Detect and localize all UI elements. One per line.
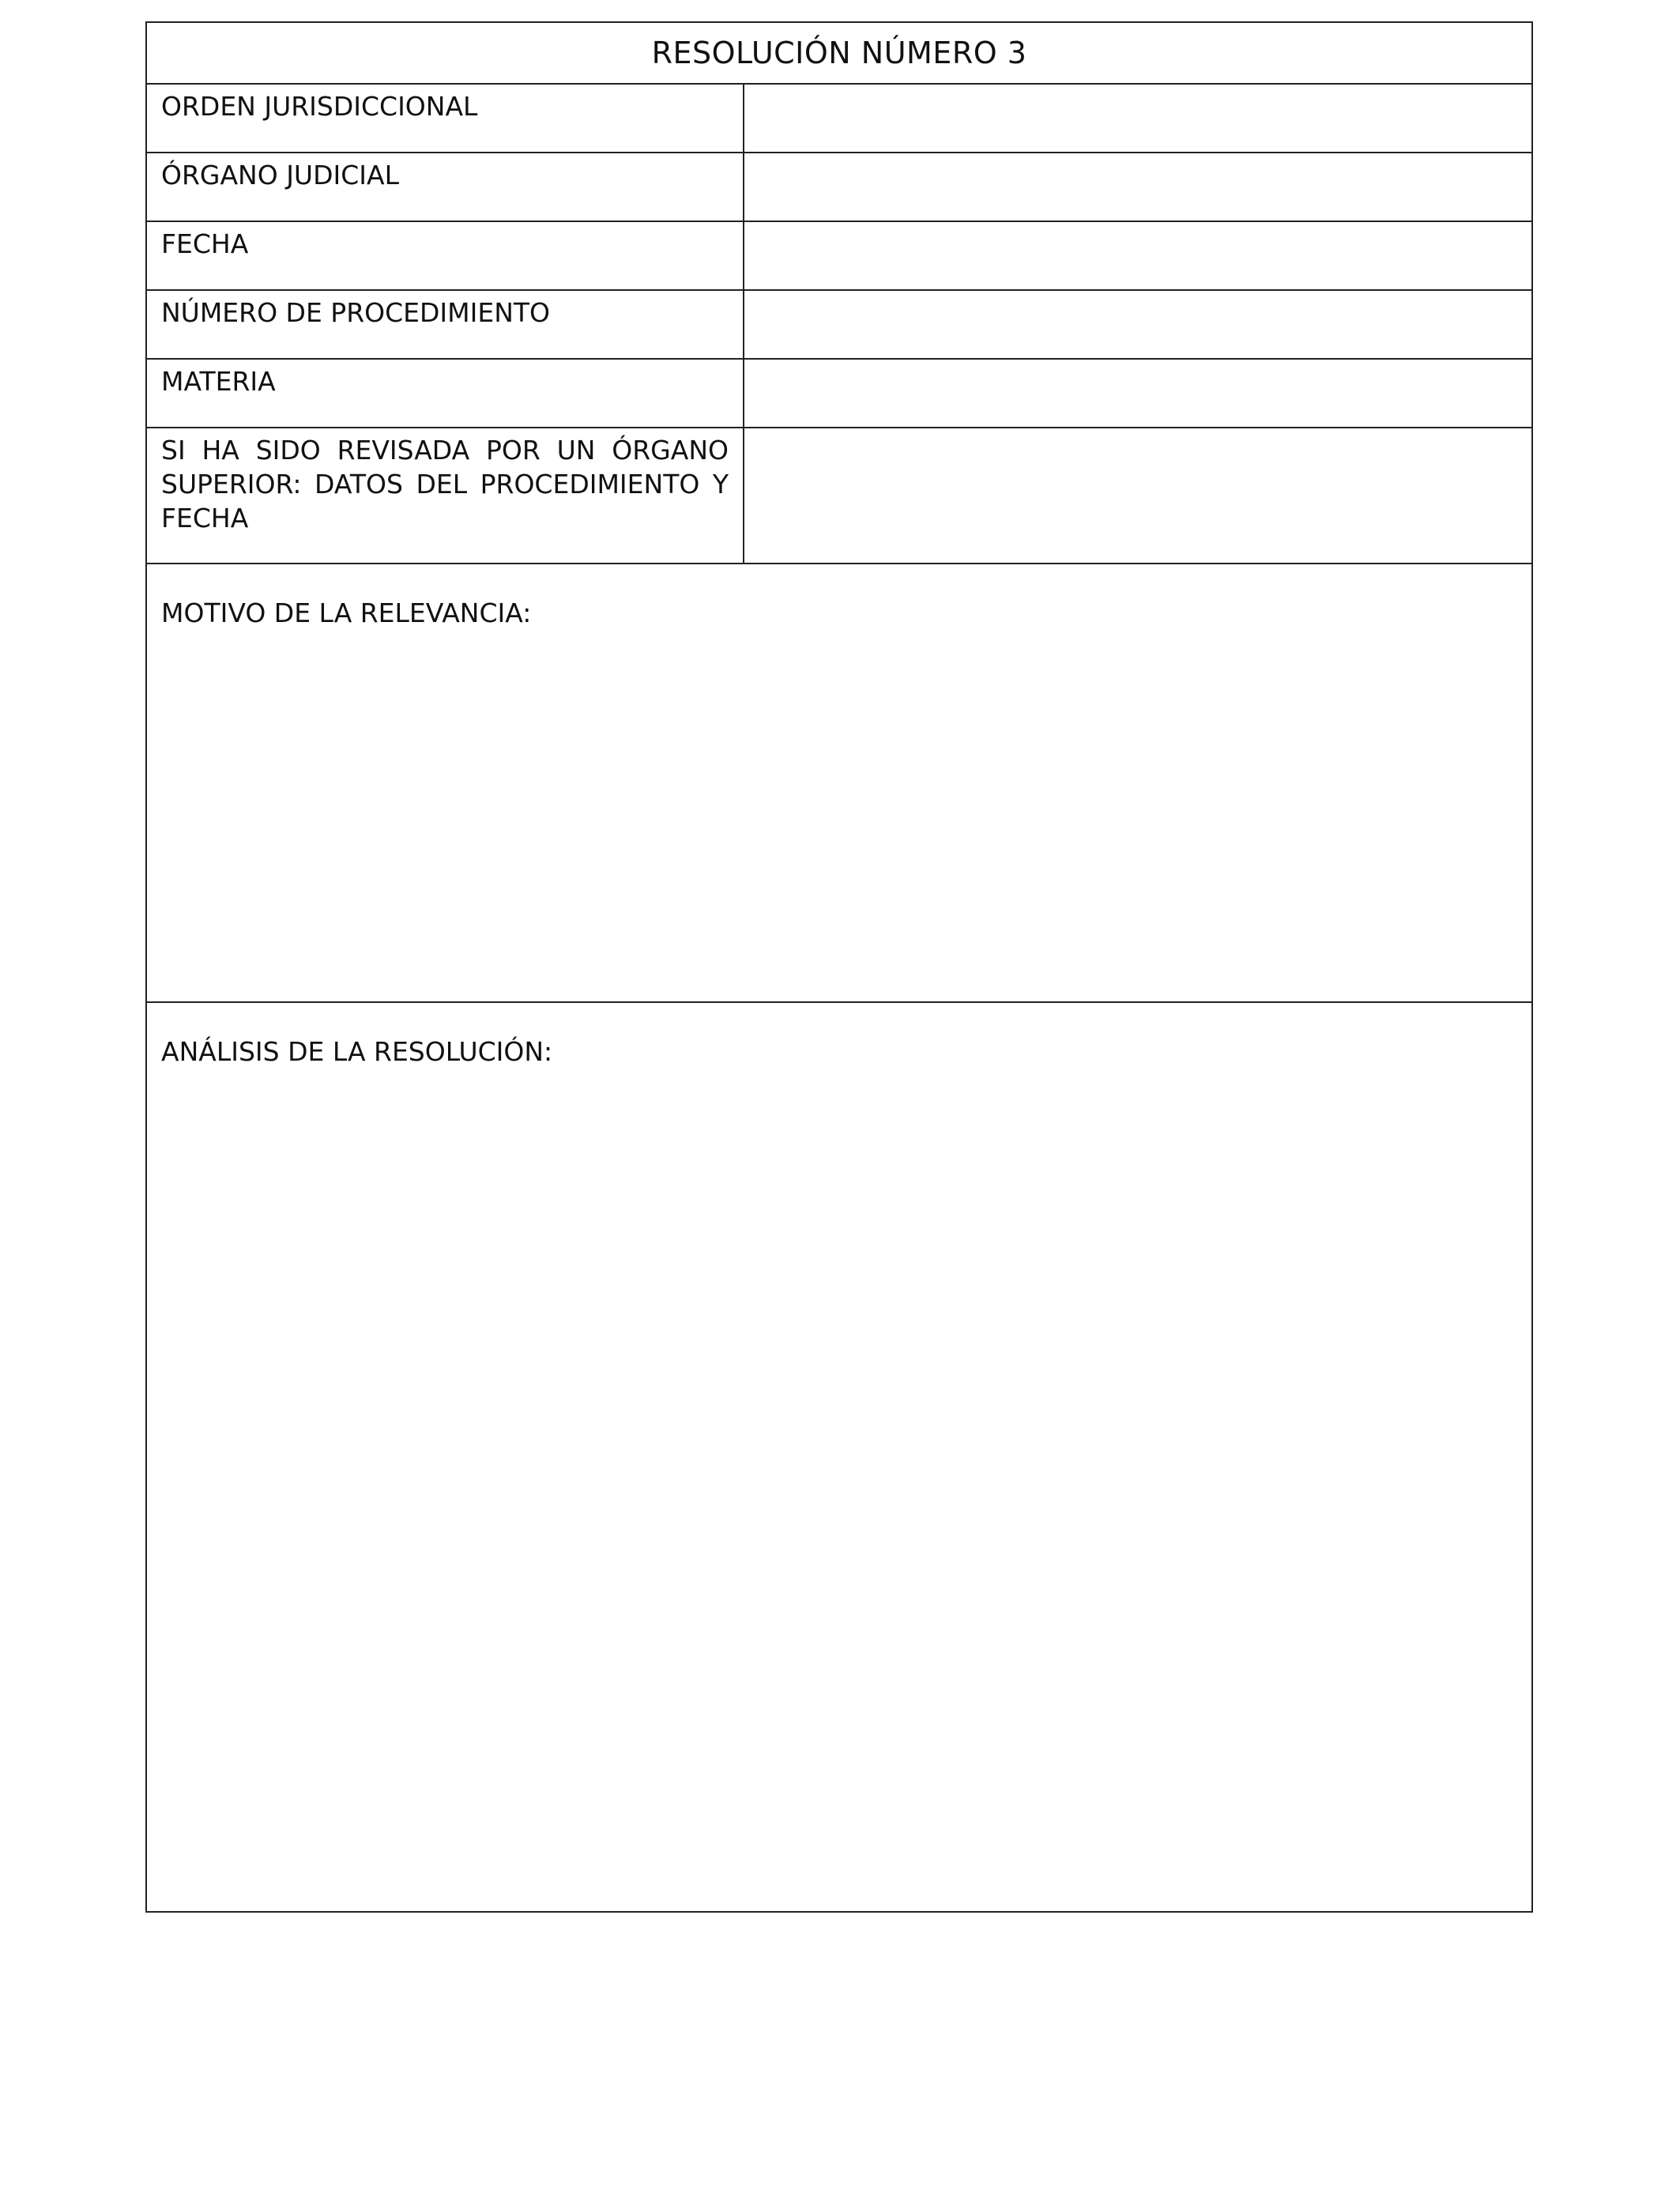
- field-row-fecha: [147, 222, 1531, 291]
- field-row-organo-judicial: [147, 153, 1531, 222]
- section-motivo-relevancia[interactable]: [147, 564, 1531, 1003]
- field-value-numero-procedimiento[interactable]: [744, 291, 1531, 358]
- resolution-form: [145, 21, 1533, 1913]
- field-label-materia: MATERIA: [147, 360, 744, 427]
- field-value-fecha[interactable]: [744, 222, 1531, 289]
- field-label-numero-procedimiento: NÚMERO DE PROCEDIMIENTO: [147, 291, 744, 358]
- field-value-materia[interactable]: [744, 360, 1531, 427]
- form-title: RESOLUCIÓN NÚMERO 3: [147, 23, 1531, 85]
- field-value-orden-jurisdiccional[interactable]: [744, 85, 1531, 152]
- section-label-analisis-resolucion: ANÁLISIS DE LA RESOLUCIÓN:: [161, 1036, 553, 1067]
- field-value-revision-superior[interactable]: [744, 428, 1531, 563]
- field-row-revision-superior: [147, 428, 1531, 564]
- field-label-orden-jurisdiccional: ORDEN JURISDICCIONAL: [147, 85, 744, 152]
- field-row-numero-procedimiento: [147, 291, 1531, 360]
- section-label-motivo-relevancia: MOTIVO DE LA RELEVANCIA:: [161, 598, 532, 628]
- field-value-organo-judicial[interactable]: [744, 153, 1531, 221]
- field-row-orden-jurisdiccional: [147, 85, 1531, 153]
- field-row-materia: [147, 360, 1531, 428]
- section-analisis-resolucion[interactable]: [147, 1003, 1531, 1911]
- field-label-fecha: FECHA: [147, 222, 744, 289]
- field-label-organo-judicial: ÓRGANO JUDICIAL: [147, 153, 744, 221]
- field-label-revision-superior: SI HA SIDO REVISADA POR UN ÓRGANO SUPERIOR: DATOS DEL PROCEDIMIENTO Y FECHA: [147, 428, 744, 563]
